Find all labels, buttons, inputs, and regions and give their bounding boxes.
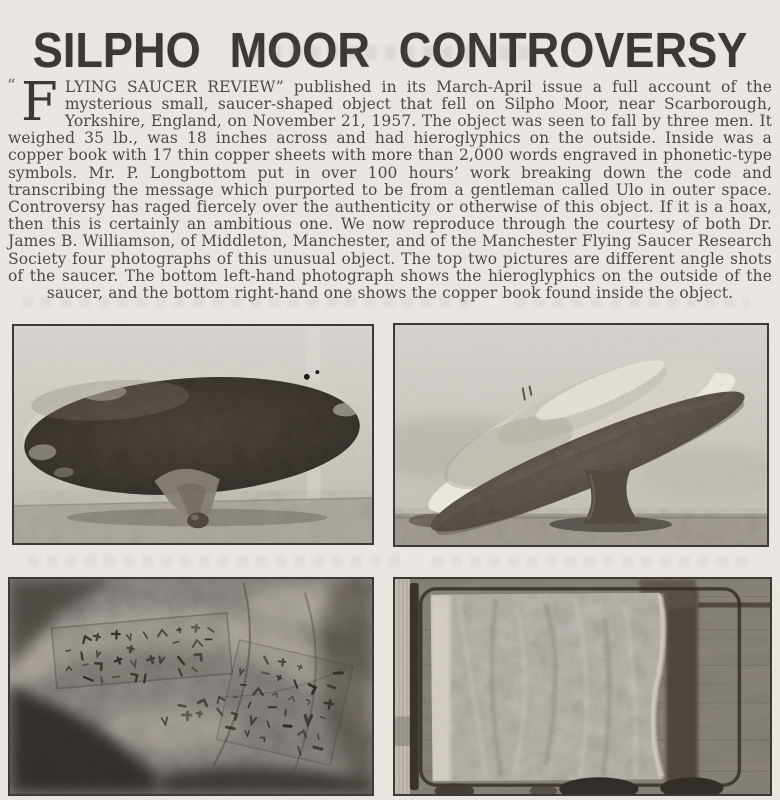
photo-copper-book [393,577,772,796]
article-body-text: LYING SAUCER REVIEW” published in its March-April issue a full account of the mysterious small, saucer-shaped object that fell on Silpho Moor, near Scarborough, Yorkshire, England, on November 21, 1957. The object was seen to fall by three men. It weighed 35 lb., was 18 inches across and had hieroglyphics on the outside. Inside was a copper book with 17 thin copper sheets with more than 2,000 words engraved in phonetic-type symbols. Mr. P. Longbottom put in over 100 hours’ work breaking down the code and transcribing the message which purported to be from a gentleman called Ulo in outer space. Controversy has raged fiercely over the authenticity or otherwise of this object. If it is a hoax, then this is certainly an ambitious one. We now reproduce through the courtesy of both Dr. James B. Williamson, of Middleton, Manchester, and of the Manchester Flying Saucer Research Society four photographs of this unusual object. The top two pictures are different angle shots of the saucer. The bottom left-hand photograph shows the hieroglyphics on the outside of the saucer, and the bottom right-hand one shows the copper book found inside the object. [8,77,772,302]
ghost-text-strip [432,556,748,566]
ghost-text-strip [515,298,750,308]
photo-saucer-side-view [12,324,374,545]
article-paragraph [7,71,772,303]
ghost-byline-smudge [252,45,538,60]
page-title-text: SILPHO MOOR CONTROVERSY [32,22,748,78]
ghost-text-strip [22,297,472,308]
photo-hieroglyphics-closeup [8,577,374,796]
drop-cap: F [21,71,58,133]
copper-book-photo-image [395,579,770,794]
saucer-angle-photo-image [395,325,767,545]
ghost-text-strip [28,555,406,566]
opening-quote-mark: “ [7,75,16,96]
hieroglyphics-photo-image [10,579,372,794]
photo-saucer-angle-view [393,323,769,547]
saucer-side-photo-image [14,326,372,543]
